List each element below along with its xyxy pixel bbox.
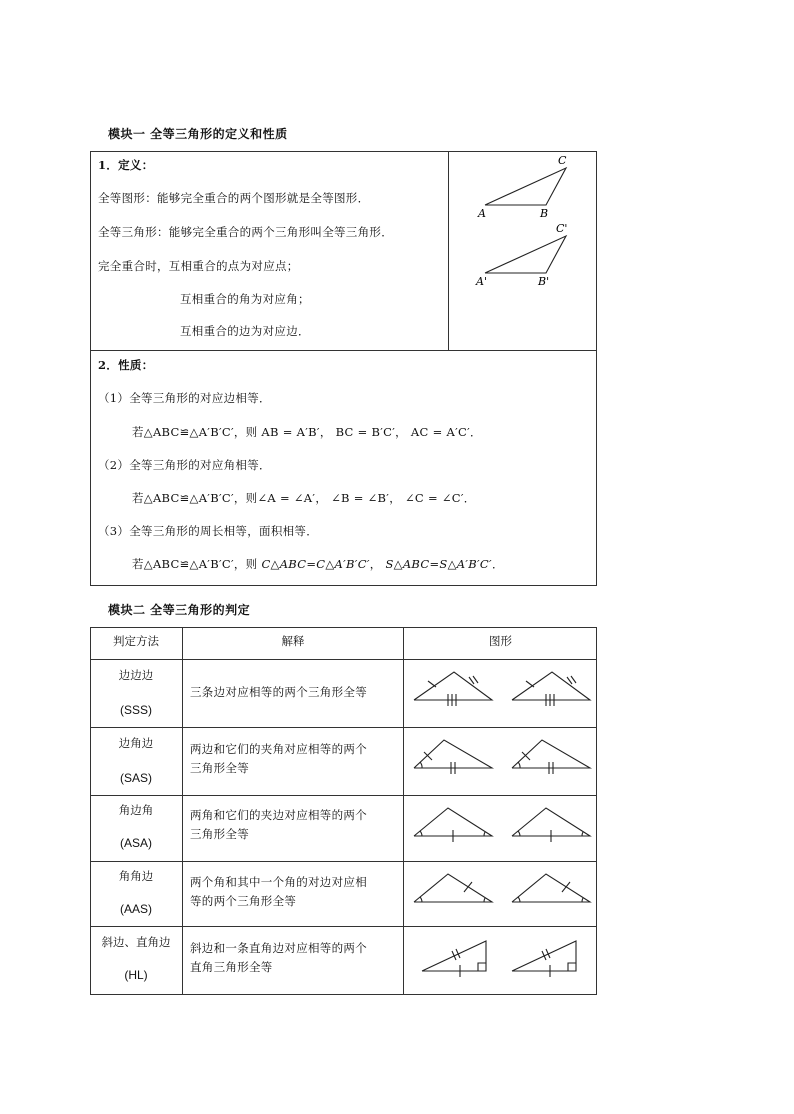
method-abbr: (SAS) — [119, 771, 152, 785]
method-explanation: 两角和它们的夹边对应相等的两个 — [190, 808, 367, 822]
formula-suffix: ． — [491, 557, 504, 571]
sas-figure — [404, 728, 597, 795]
label-c-prime: C' — [556, 222, 568, 235]
method-explanation: 直角三角形全等 — [190, 960, 273, 974]
definition-line: 互相重合的角为对应角； — [180, 292, 310, 306]
method-abbr: (HL) — [124, 968, 148, 982]
area-expr: S△ABC=S△A′B′C′ — [385, 557, 492, 571]
definition-heading: 1．定义： — [98, 158, 154, 172]
definition-line: 全等图形：能够完全重合的两个图形就是全等图形． — [98, 191, 370, 205]
method-name: 斜边、直角边 — [101, 935, 171, 949]
aas-figure — [404, 862, 597, 926]
method-explanation: 两个角和其中一个角的对边对应相 — [190, 875, 367, 889]
triangle-abc-prime — [485, 236, 566, 273]
method-name: 角边角 — [118, 803, 154, 817]
hl-figure — [404, 927, 597, 995]
method-explanation: 三条边对应相等的两个三角形全等 — [190, 685, 367, 699]
congruent-triangles-figure — [470, 152, 590, 292]
properties-heading: 2．性质： — [98, 358, 154, 372]
method-name: 边边边 — [118, 668, 154, 682]
sss-figure — [404, 660, 597, 727]
module2-title: 模块二 全等三角形的判定 — [108, 603, 251, 617]
label-a: A — [478, 207, 486, 220]
module1-title: 模块一 全等三角形的定义和性质 — [108, 127, 288, 141]
property-text: （1）全等三角形的对应边相等． — [98, 391, 271, 405]
perimeter-expr: C△ABC=C△A′B′C′ — [261, 557, 370, 571]
method-name: 边角边 — [118, 736, 154, 750]
property-text: （3）全等三角形的周长相等，面积相等． — [98, 524, 319, 538]
triangle-abc — [485, 168, 566, 205]
method-explanation: 三角形全等 — [190, 761, 249, 775]
label-c: C — [558, 154, 567, 167]
method-name: 角角边 — [118, 869, 154, 883]
property-formula: 若△ABC≌△A′B′C′，则 AB = A′B′， BC = B′C′， AC = A′C′． — [132, 425, 482, 439]
method-abbr: (ASA) — [119, 836, 152, 850]
label-b: B — [540, 207, 549, 220]
definition-line: 完全重合时，互相重合的点为对应点； — [98, 259, 299, 273]
method-explanation: 三角形全等 — [190, 827, 249, 841]
label-a-prime: A' — [476, 275, 487, 288]
module1-row-divider — [90, 350, 597, 351]
formula-prefix: 若△ABC≌△A′B′C′，则 — [132, 557, 258, 571]
property-formula: 若△ABC≌△A′B′C′，则∠A = ∠A′， ∠B = ∠B′， ∠C = ∠C′． — [132, 491, 476, 505]
definition-line: 互相重合的边为对应边． — [180, 324, 310, 338]
header-figure: 图形 — [489, 634, 512, 648]
property-text: （2）全等三角形的对应角相等． — [98, 458, 271, 472]
asa-figure — [404, 796, 597, 861]
method-abbr: (AAS) — [119, 902, 152, 916]
property-formula: 若△ABC≌△A′B′C′，则 C△ABC=C△A′B′C′， S△ABC=S△A′B′C′． — [132, 557, 504, 571]
method-explanation: 等的两个三角形全等 — [190, 894, 297, 908]
header-explanation: 解释 — [281, 634, 305, 648]
method-abbr: (SSS) — [119, 703, 152, 717]
module1-col-divider — [448, 151, 449, 351]
method-explanation: 斜边和一条直角边对应相等的两个 — [190, 941, 367, 955]
label-b-prime: B' — [538, 275, 550, 288]
method-explanation: 两边和它们的夹角对应相等的两个 — [190, 742, 367, 756]
header-method: 判定方法 — [113, 634, 159, 648]
definition-line: 全等三角形：能够完全重合的两个三角形叫全等三角形． — [98, 225, 393, 239]
criteria-col-divider — [182, 627, 183, 995]
